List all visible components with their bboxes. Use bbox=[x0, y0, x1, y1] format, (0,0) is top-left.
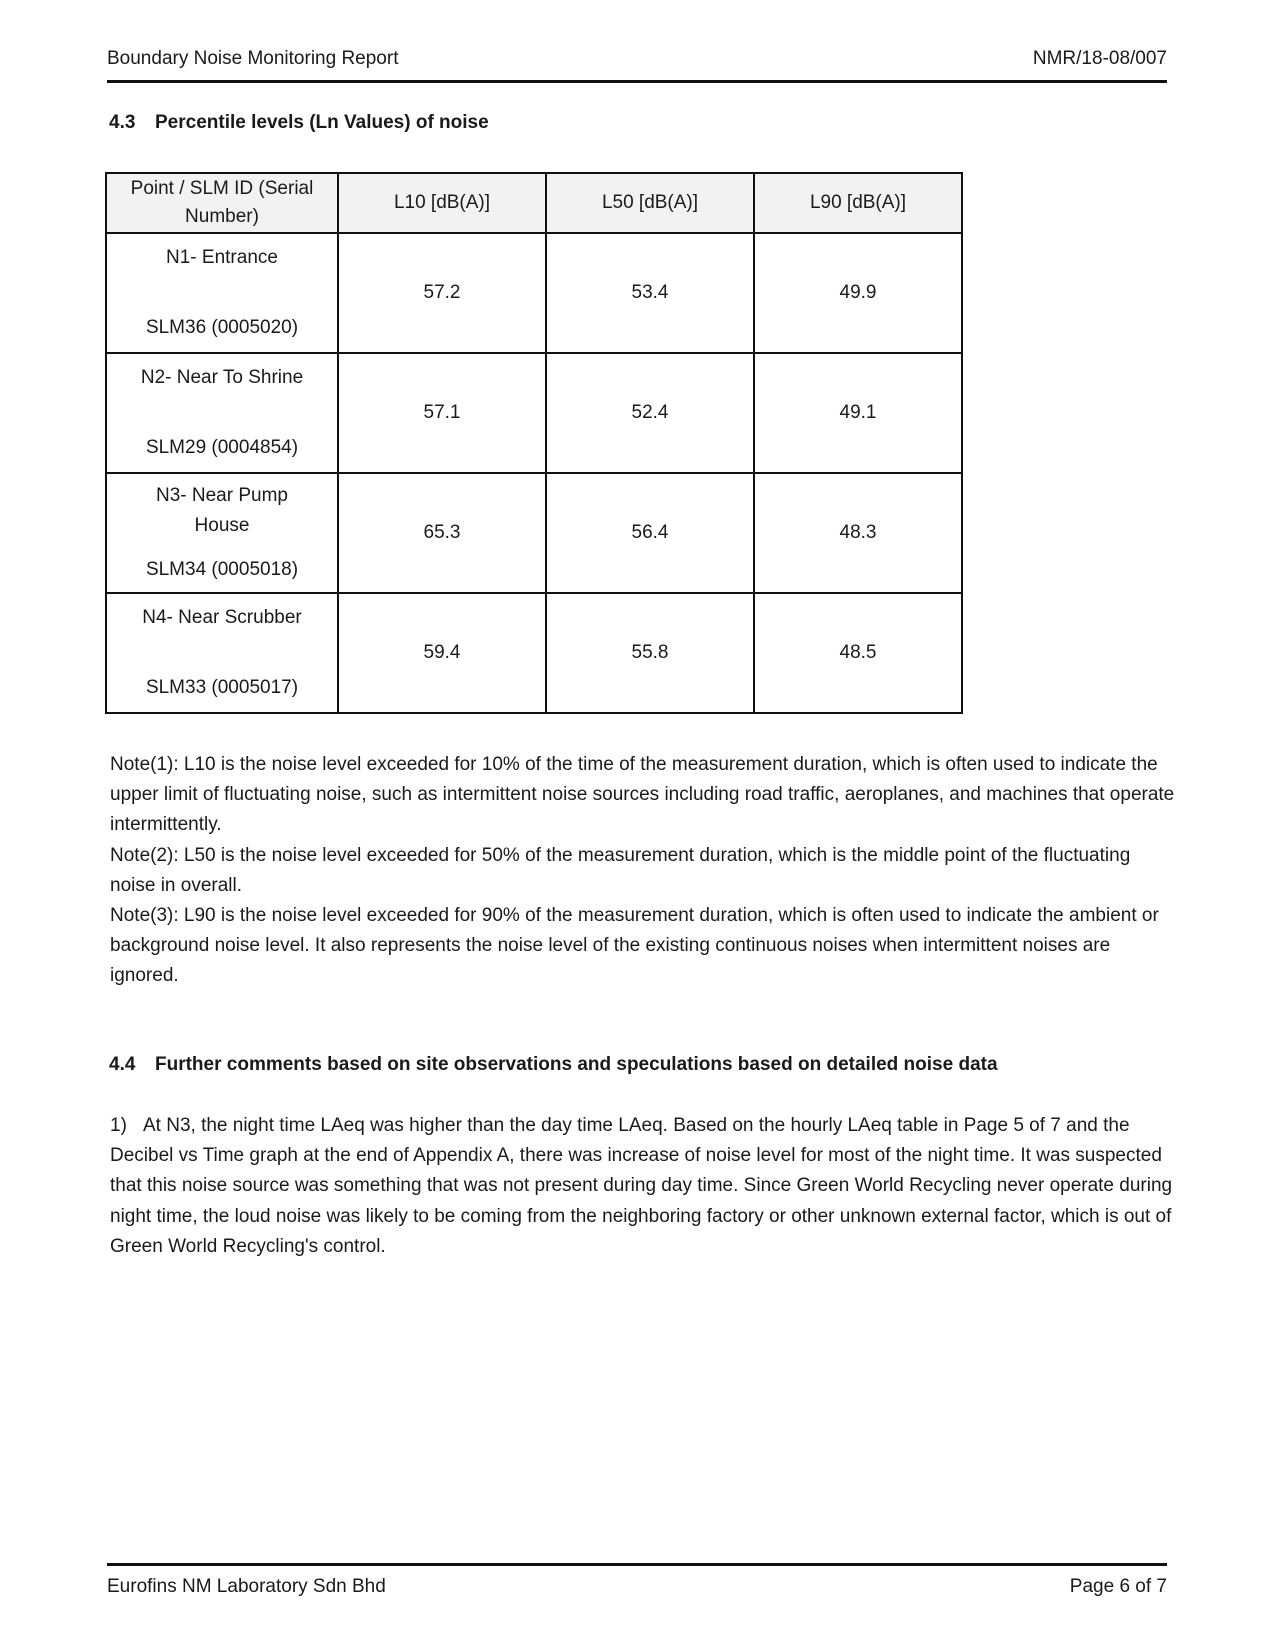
section-title: Percentile levels (Ln Values) of noise bbox=[155, 112, 489, 133]
l50-cell: 55.8 bbox=[546, 593, 754, 713]
page-footer bbox=[107, 1563, 1167, 1604]
comment-index: 1) bbox=[110, 1115, 127, 1136]
header-l90: L90 [dB(A)] bbox=[754, 173, 962, 233]
note-2: Note(2): L50 is the noise level exceeded for 50% of the measurement duration, which is the middle point of the fluctuating noise in overall. bbox=[110, 844, 1131, 896]
note-3: Note(3): L90 is the noise level exceeded for 90% of the measurement duration, which is often used to indicate the ambient or background noise level. It also represents the noise level of the existing continuous noises when intermittent noises are ignored. bbox=[110, 905, 1159, 987]
page-number: Page 6 of 7 bbox=[1069, 1576, 1167, 1597]
point-cell bbox=[106, 593, 338, 713]
point-name: N1- Entrance bbox=[166, 247, 278, 268]
notes-block bbox=[110, 750, 1175, 992]
section-number: 4.3 bbox=[109, 112, 136, 133]
l10-cell: 57.2 bbox=[338, 233, 546, 353]
l50-cell: 52.4 bbox=[546, 353, 754, 473]
report-title: Boundary Noise Monitoring Report bbox=[107, 48, 399, 69]
report-number: NMR/18-08/007 bbox=[1032, 48, 1167, 69]
point-name: N4- Near Scrubber bbox=[142, 607, 302, 628]
section-number: 4.4 bbox=[109, 1054, 136, 1075]
slm-serial: SLM29 (0004854) bbox=[145, 437, 299, 458]
header-point: Point / SLM ID (Serial Number) bbox=[106, 173, 338, 233]
table-row bbox=[106, 473, 962, 593]
comment-paragraph bbox=[110, 1111, 1175, 1262]
l90-cell: 48.5 bbox=[754, 593, 962, 713]
point-cell bbox=[106, 233, 338, 353]
l50-cell: 56.4 bbox=[546, 473, 754, 593]
page-header bbox=[107, 46, 1167, 83]
section-title: Further comments based on site observations and speculations based on detailed noise data bbox=[155, 1054, 998, 1075]
slm-serial: SLM34 (0005018) bbox=[145, 559, 299, 580]
table-row bbox=[106, 593, 962, 713]
l90-cell: 49.1 bbox=[754, 353, 962, 473]
point-cell bbox=[106, 473, 338, 593]
point-name: N2- Near To Shrine bbox=[140, 367, 304, 388]
point-cell bbox=[106, 353, 338, 473]
l10-cell: 59.4 bbox=[338, 593, 546, 713]
header-l10: L10 [dB(A)] bbox=[338, 173, 546, 233]
l10-cell: 57.1 bbox=[338, 353, 546, 473]
table-row bbox=[106, 353, 962, 473]
company-name: Eurofins NM Laboratory Sdn Bhd bbox=[107, 1576, 386, 1597]
slm-serial: SLM33 (0005017) bbox=[145, 677, 299, 698]
l10-cell: 65.3 bbox=[338, 473, 546, 593]
l90-cell: 48.3 bbox=[754, 473, 962, 593]
note-1: Note(1): L10 is the noise level exceeded for 10% of the time of the measurement duration, which is often used to indicate the upper limit of fluctuating noise, such as intermittent noise sources including road traffic, aeroplanes, and machines that operate intermittently. bbox=[110, 754, 1175, 836]
table-header-row bbox=[106, 173, 962, 233]
section-4-4-heading bbox=[109, 1054, 998, 1076]
section-4-3-heading bbox=[109, 112, 489, 134]
point-name: N3- Near Pump House bbox=[156, 485, 288, 536]
l50-cell: 53.4 bbox=[546, 233, 754, 353]
slm-serial: SLM36 (0005020) bbox=[145, 317, 299, 338]
table-row bbox=[106, 233, 962, 353]
l90-cell: 49.9 bbox=[754, 233, 962, 353]
percentile-levels-table bbox=[105, 172, 963, 714]
header-l50: L50 [dB(A)] bbox=[546, 173, 754, 233]
comment-text: At N3, the night time LAeq was higher than the day time LAeq. Based on the hourly LAeq table in Page 5 of 7 and the Decibel vs Time graph at the end of Appendix A, there was increase of noise level for most of the night time. It was suspected that this noise source was something that was not present during day time. Since Green World Recycling never operate during night time, the loud noise was likely to be coming from the neighboring factory or other unknown external factor, which is out of Green World Recycling's control. bbox=[110, 1115, 1173, 1257]
